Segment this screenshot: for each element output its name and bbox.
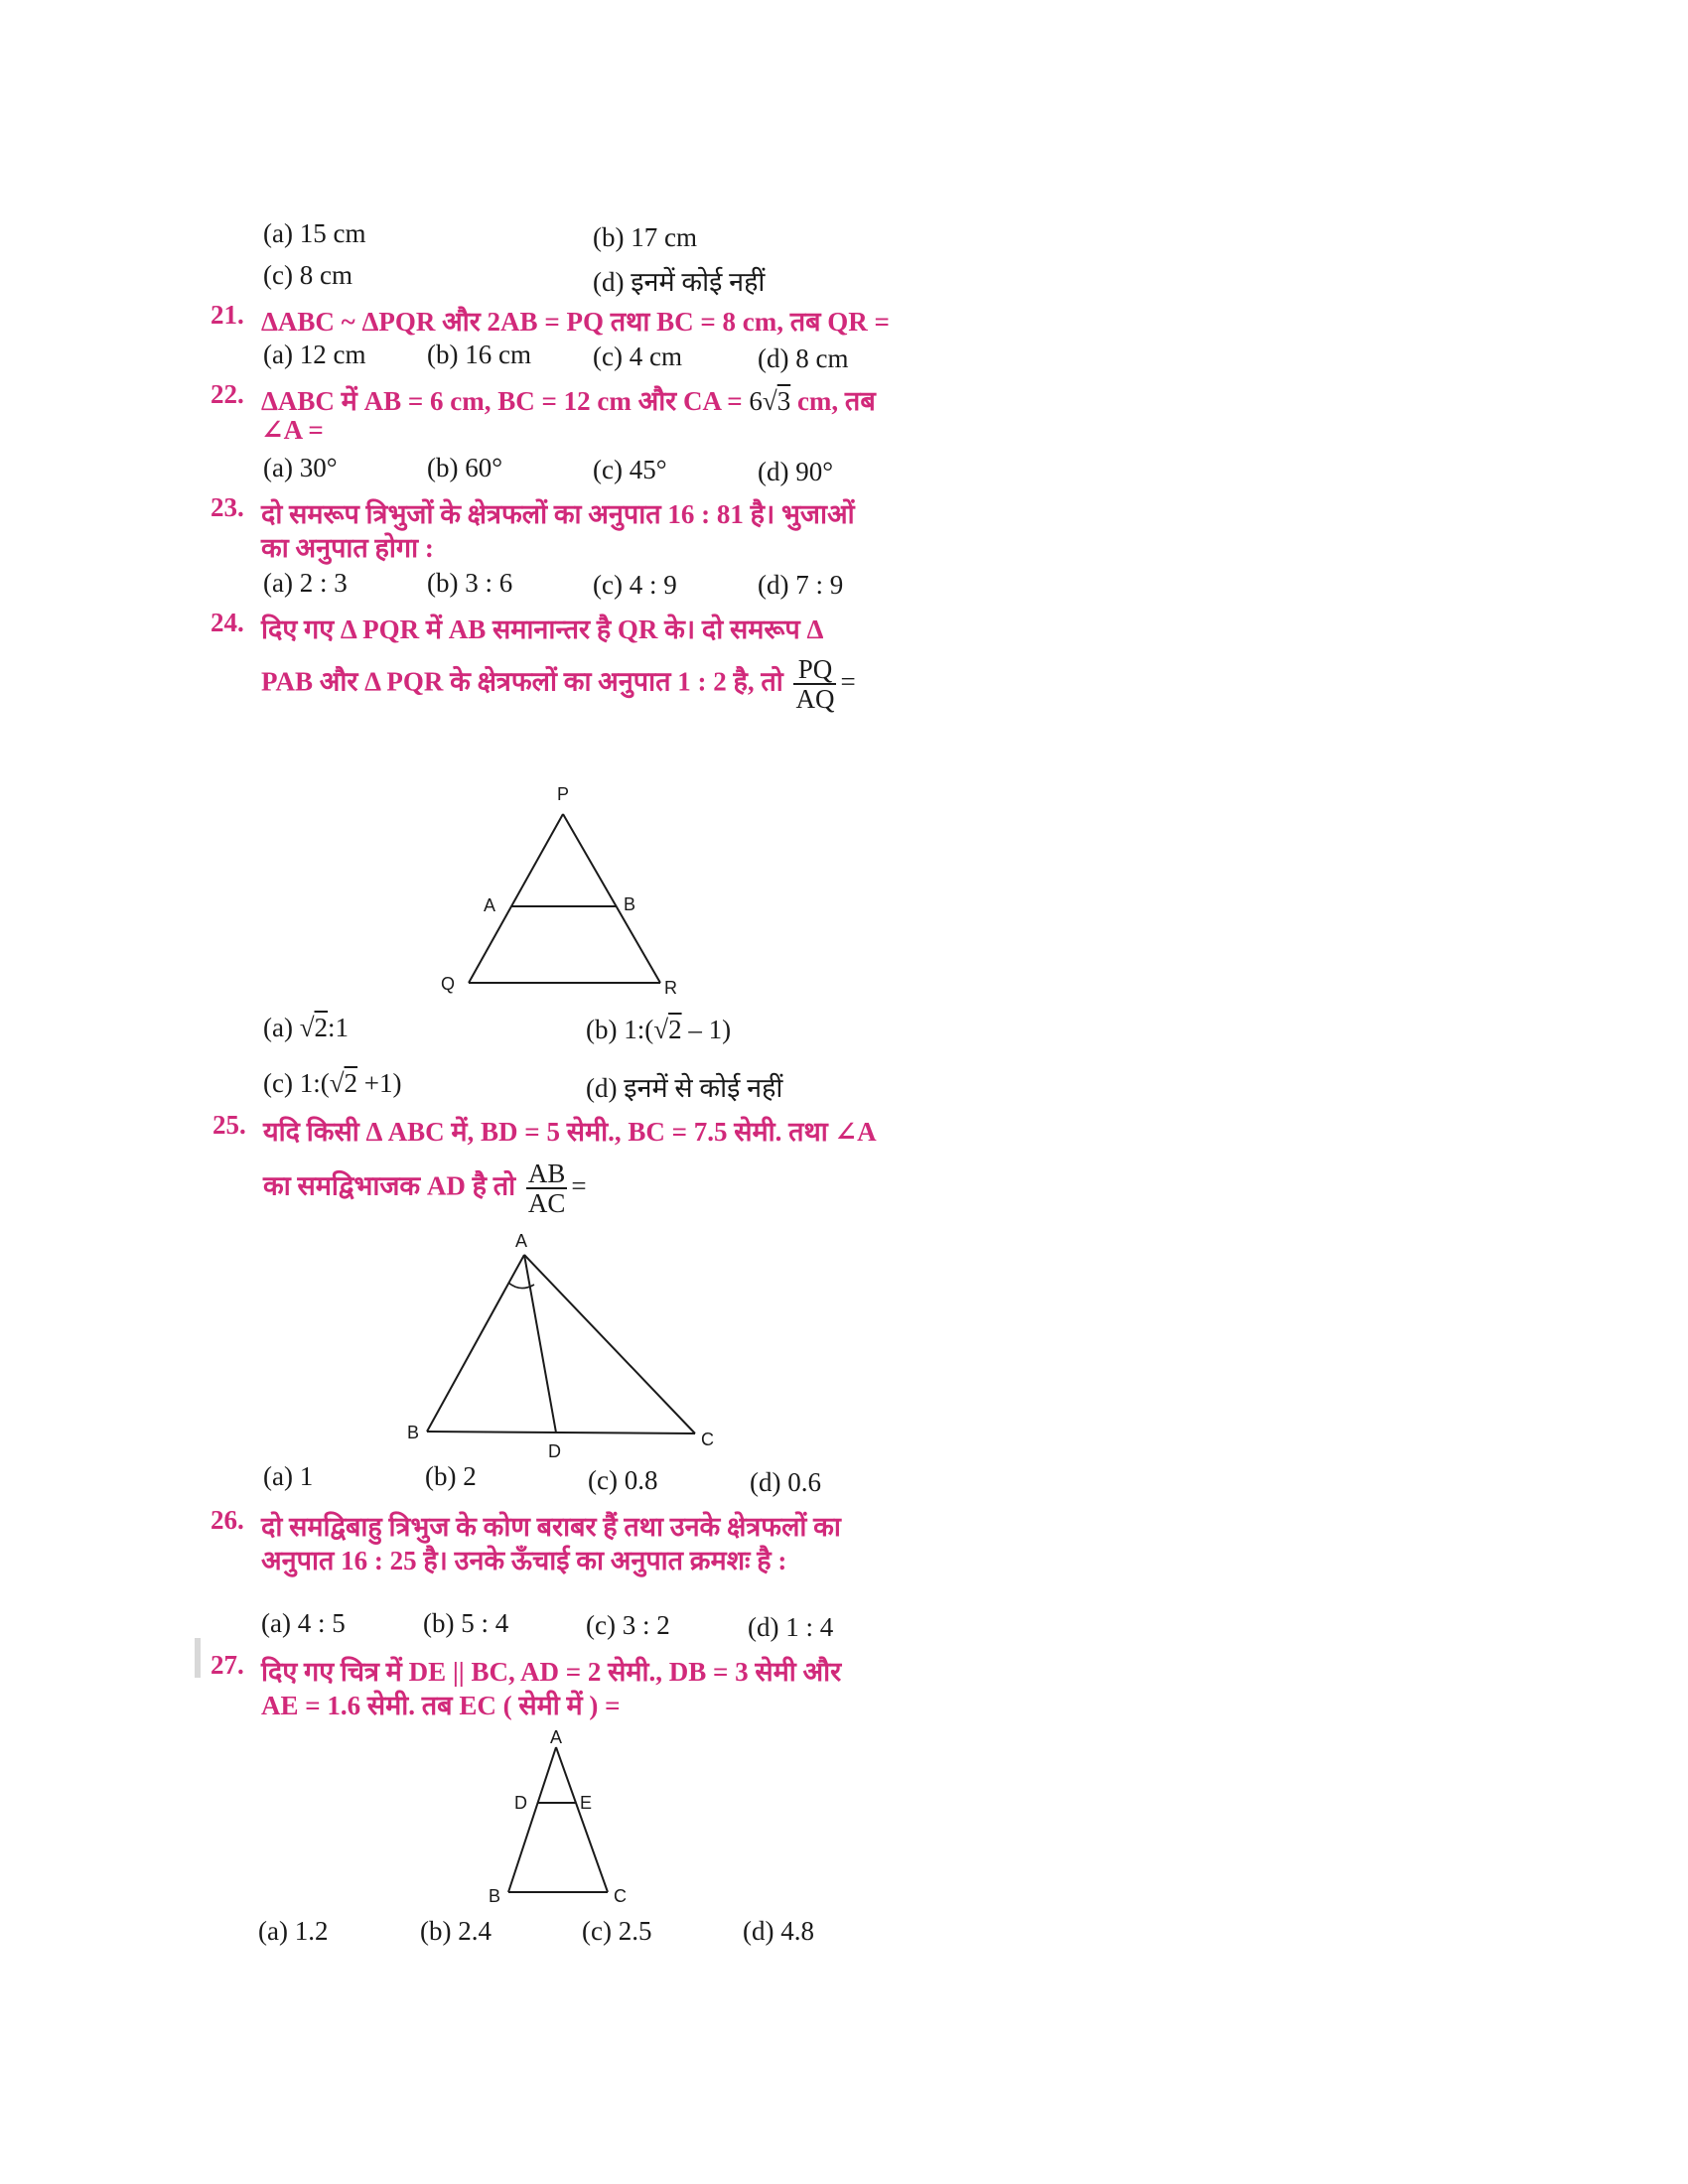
q24-text-line2-body: PAB और Δ PQR के क्षेत्रफलों का अनुपात 1 : 2 है, तो — [261, 666, 783, 697]
q21-option-a: (a) 12 cm — [263, 340, 366, 369]
q25-bisector-ad — [524, 1255, 556, 1433]
q22-option-d: (d) 90° — [758, 457, 834, 486]
q26-option-c: (c) 3 : 2 — [586, 1610, 670, 1640]
q22-text-part1: ΔABC में AB = 6 cm, BC = 12 cm और CA = — [261, 386, 750, 416]
q24-option-b — [586, 1015, 731, 1045]
q25-fraction-denominator: AC — [527, 1188, 566, 1219]
q25-option-c: (c) 0.8 — [588, 1465, 658, 1495]
q21-option-b: (b) 16 cm — [427, 340, 531, 369]
q24-text-line1: दिए गए Δ PQR में AB समानान्तर है QR के। दो समरूप Δ — [261, 614, 824, 644]
q25-option-b: (b) 2 — [425, 1461, 477, 1491]
q20-option-b: (b) 17 cm — [593, 222, 697, 252]
q24-label-a: A — [484, 895, 496, 915]
q24-side-pr — [563, 814, 660, 983]
sqrt-symbol-icon: √ — [329, 1068, 345, 1098]
q23-number: 23. — [211, 492, 244, 522]
q27-label-d: D — [514, 1793, 527, 1813]
q24-option-c-suffix: +1) — [357, 1068, 402, 1098]
q22-number: 22. — [211, 379, 244, 409]
sqrt-symbol-icon: √ — [299, 1013, 315, 1042]
q21-number: 21. — [211, 300, 244, 330]
q24-fraction-denominator: AQ — [795, 684, 835, 715]
q23-option-a: (a) 2 : 3 — [263, 568, 348, 598]
q25-label-d: D — [548, 1441, 561, 1461]
q26-text-line1: दो समद्विबाहु त्रिभुज के कोण बराबर हैं तथा उनके क्षेत्रफलों का — [261, 1512, 841, 1542]
q25-text-line2-body: का समद्विभाजक AD है तो — [263, 1170, 516, 1201]
q21-option-c: (c) 4 cm — [593, 341, 682, 371]
q27-option-b: (b) 2.4 — [420, 1916, 492, 1946]
q25-label-b: B — [407, 1423, 420, 1442]
q25-fraction-numerator: AB — [527, 1159, 566, 1188]
q22-option-a: (a) 30° — [263, 453, 338, 482]
q23-text-line2: का अनुपात होगा : — [261, 533, 434, 563]
q24-label-q: Q — [441, 974, 456, 994]
q24-option-a — [263, 1013, 349, 1043]
q24-number: 24. — [211, 608, 244, 637]
q23-text-line1: दो समरूप त्रिभुजों के क्षेत्रफलों का अनुपात 16 : 81 है। भुजाओं — [261, 499, 855, 529]
q27-text-line1: दिए गए चित्र में DE || BC, AD = 2 सेमी., DB = 3 सेमी और — [261, 1657, 842, 1687]
q27-option-a: (a) 1.2 — [258, 1916, 329, 1946]
q20-option-a: (a) 15 cm — [263, 218, 366, 248]
q22-option-b: (b) 60° — [427, 453, 503, 482]
q22-text-line2: ∠A = — [261, 415, 324, 445]
q24-option-a-prefix: (a) — [263, 1013, 300, 1042]
q27-label-b: B — [489, 1886, 501, 1906]
q25-side-bc — [427, 1432, 695, 1433]
q25-option-a: (a) 1 — [263, 1461, 314, 1491]
q27-option-c: (c) 2.5 — [582, 1916, 652, 1946]
q25-text-line2 — [263, 1160, 587, 1218]
q25-fraction — [526, 1160, 568, 1218]
q25-label-a: A — [515, 1231, 528, 1251]
q27-triangle-figure — [477, 1727, 655, 1906]
q22-root-coefficient: 6 — [749, 386, 763, 416]
q26-option-b: (b) 5 : 4 — [423, 1608, 509, 1638]
q25-option-d: (d) 0.6 — [750, 1467, 821, 1497]
q24-option-c — [263, 1068, 402, 1099]
q24-fraction — [793, 655, 836, 714]
q26-number: 26. — [211, 1505, 244, 1535]
q24-equals: = — [840, 666, 856, 697]
scan-edge-mark — [195, 1638, 201, 1678]
q25-number: 25. — [212, 1110, 246, 1140]
q22-option-c: (c) 45° — [593, 455, 667, 484]
q23-option-b: (b) 3 : 6 — [427, 568, 513, 598]
q20-option-c: (c) 8 cm — [263, 260, 352, 290]
q25-triangle-figure — [397, 1227, 735, 1465]
q22-text — [261, 381, 876, 418]
q26-option-d: (d) 1 : 4 — [748, 1612, 834, 1642]
q25-side-ac — [524, 1255, 695, 1433]
q23-option-d: (d) 7 : 9 — [758, 570, 844, 600]
q24-option-b-prefix: (b) 1:( — [586, 1015, 654, 1044]
sqrt-symbol-icon: √ — [653, 1015, 669, 1044]
q26-option-a: (a) 4 : 5 — [261, 1608, 346, 1638]
q24-option-d: (d) इनमें से कोई नहीं — [586, 1073, 783, 1103]
q22-text-part2: cm, तब — [790, 386, 876, 416]
q24-triangle-figure — [437, 784, 695, 1003]
q24-fraction-numerator: PQ — [793, 655, 836, 685]
q25-text-line1: यदि किसी Δ ABC में, BD = 5 सेमी., BC = 7.5 सेमी. तथा ∠A — [263, 1117, 877, 1147]
q25-equals: = — [571, 1170, 587, 1201]
q27-label-a: A — [550, 1727, 563, 1747]
q27-label-e: E — [580, 1793, 593, 1813]
sqrt-symbol-icon: √ — [762, 386, 777, 416]
q22-root-value: 3 — [776, 386, 791, 416]
q24-label-b: B — [624, 894, 636, 914]
q24-option-c-prefix: (c) 1:( — [263, 1068, 330, 1098]
q27-side-ac — [556, 1747, 608, 1892]
q20-option-d: (d) इनमें कोई नहीं — [593, 267, 766, 297]
q21-text: ΔABC ~ ΔPQR और 2AB = PQ तथा BC = 8 cm, तब QR = — [261, 307, 890, 337]
q24-option-a-suffix: :1 — [328, 1013, 350, 1042]
q27-text-line2: AE = 1.6 सेमी. तब EC ( सेमी में ) = — [261, 1691, 621, 1720]
q27-number: 27. — [211, 1650, 244, 1680]
q27-side-ab — [508, 1747, 556, 1892]
q24-option-a-root: 2 — [314, 1013, 329, 1042]
q24-label-p: P — [557, 784, 570, 804]
q24-label-r: R — [664, 978, 677, 998]
q24-option-c-root: 2 — [344, 1068, 358, 1098]
q26-text-line2: अनुपात 16 : 25 है। उनके ऊँचाई का अनुपात क्रमशः है : — [261, 1546, 787, 1575]
q25-side-ab — [427, 1255, 524, 1432]
q21-option-d: (d) 8 cm — [758, 343, 849, 373]
q23-option-c: (c) 4 : 9 — [593, 570, 677, 600]
q25-label-c: C — [701, 1430, 714, 1449]
q24-option-b-suffix: – 1) — [681, 1015, 732, 1044]
q27-option-d: (d) 4.8 — [743, 1916, 814, 1946]
q24-option-b-root: 2 — [668, 1015, 682, 1044]
q24-text-line2 — [261, 655, 856, 714]
q27-label-c: C — [614, 1886, 627, 1906]
